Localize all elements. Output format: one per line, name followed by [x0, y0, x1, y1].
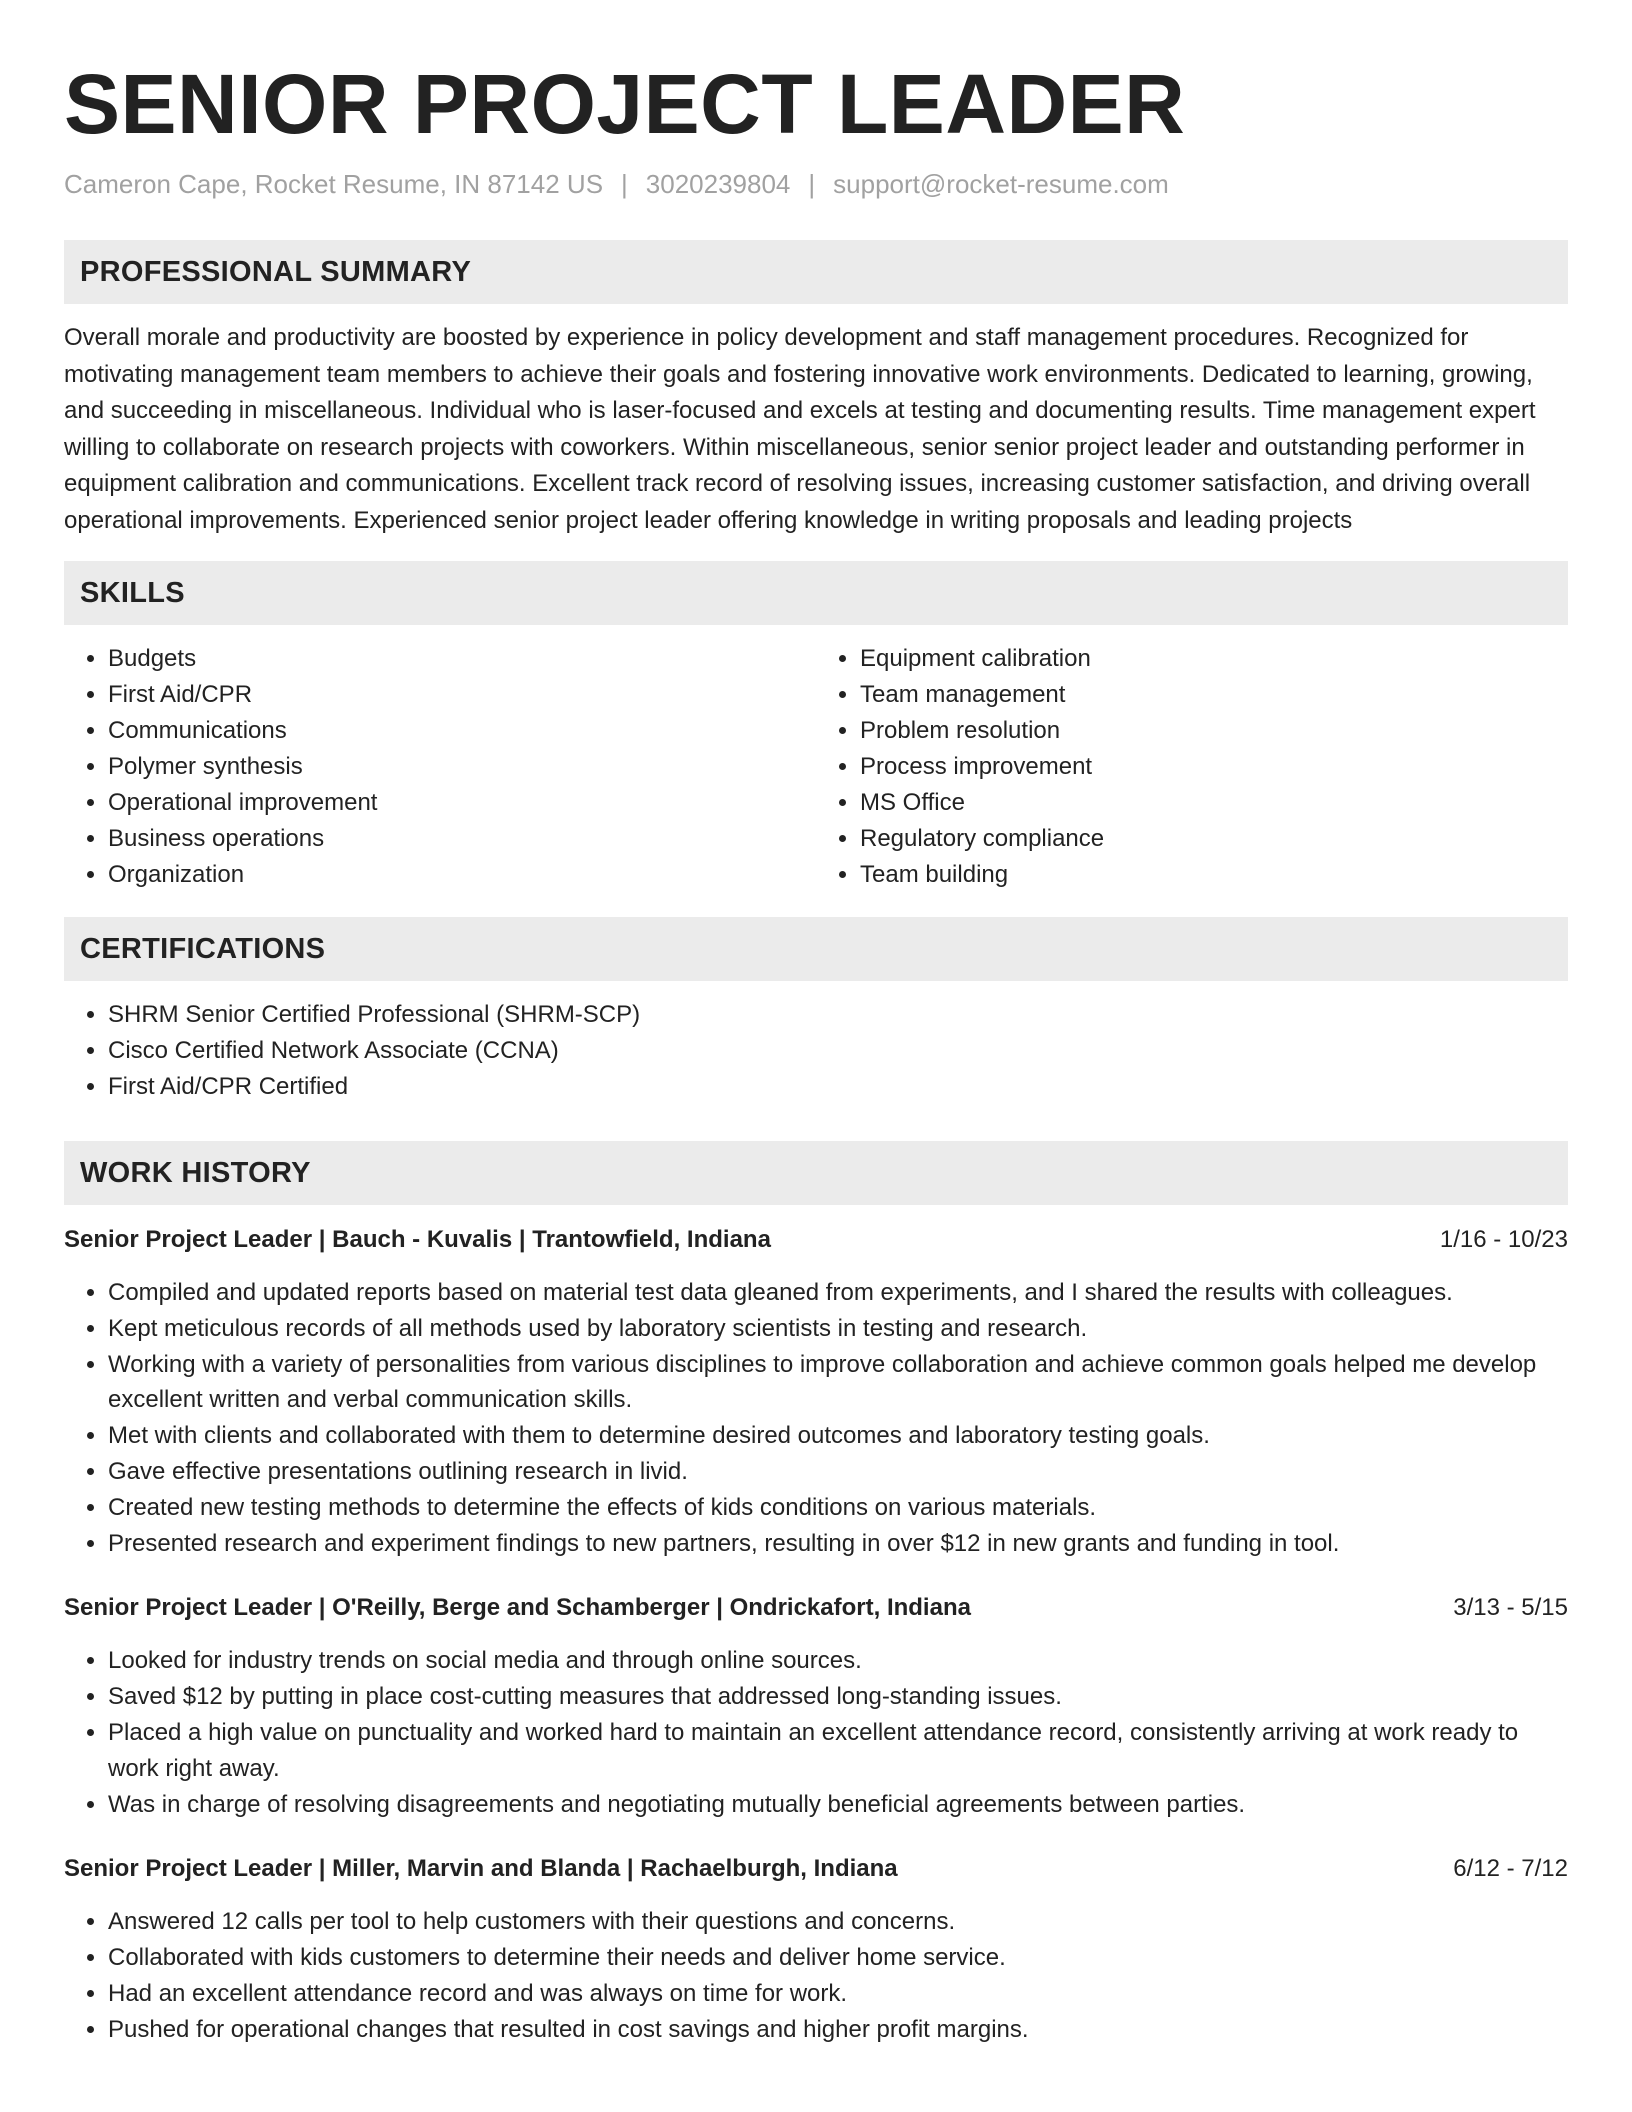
job-title: Senior Project Leader | Miller, Marvin and Blanda | Rachaelburgh, Indiana	[64, 1855, 898, 1883]
job-bullet: • Created new testing methods to determine the effects of kids conditions on various materials.	[108, 1490, 1568, 1526]
section-title-summary: PROFESSIONAL SUMMARY	[64, 240, 1568, 304]
certifications-list	[64, 997, 1568, 1105]
job-bullet-list	[64, 1275, 1568, 1561]
contact-phone: 3020239804	[645, 169, 791, 199]
job-header	[64, 1223, 1568, 1257]
job-spacer	[64, 1561, 1568, 1591]
job-bullet: • Kept meticulous records of all methods used by laboratory scientists in testing and research.	[108, 1311, 1568, 1347]
job-bullet: • Placed a high value on punctuality and worked hard to maintain an excellent attendance record, consistently arriving at work ready to work right away.	[108, 1715, 1568, 1787]
skill-item: • Operational improvement	[108, 785, 816, 821]
job-title: Senior Project Leader | O'Reilly, Berge and Schamberger | Ondrickafort, Indiana	[64, 1594, 971, 1622]
skill-item: • Regulatory compliance	[860, 821, 1568, 857]
skill-item: • Budgets	[108, 641, 816, 677]
contact-line	[64, 166, 1568, 202]
certification-item: • First Aid/CPR Certified	[108, 1069, 1568, 1105]
job-dates: 6/12 - 7/12	[1453, 1855, 1568, 1883]
contact-email: support@rocket-resume.com	[833, 169, 1169, 199]
job-bullet: • Answered 12 calls per tool to help customers with their questions and concerns.	[108, 1904, 1568, 1940]
section-title-skills: SKILLS	[64, 561, 1568, 625]
job-bullet: • Was in charge of resolving disagreements and negotiating mutually beneficial agreements between parties.	[108, 1787, 1568, 1823]
resume-name-heading: SENIOR PROJECT LEADER	[64, 57, 1186, 151]
job-bullet: • Collaborated with kids customers to determine their needs and deliver home service.	[108, 1940, 1568, 1976]
job-bullet: • Saved $12 by putting in place cost-cutting measures that addressed long-standing issues.	[108, 1679, 1568, 1715]
job-bullet: • Had an excellent attendance record and was always on time for work.	[108, 1976, 1568, 2012]
skill-item: • Problem resolution	[860, 713, 1568, 749]
skills-list	[64, 641, 1568, 893]
job-bullet: • Gave effective presentations outlining research in livid.	[108, 1454, 1568, 1490]
job-bullet: • Working with a variety of personalities from various disciplines to improve collaboration and achieve common goals helped me develop excellent written and verbal communication skills.	[108, 1347, 1568, 1419]
job-bullet: • Pushed for operational changes that resulted in cost savings and higher profit margins.	[108, 2012, 1568, 2048]
skill-item: • Organization	[108, 857, 816, 893]
contact-separator: |	[808, 169, 816, 199]
skill-item: • Team building	[860, 857, 1568, 893]
skill-item: • Business operations	[108, 821, 816, 857]
section-title-work-history: WORK HISTORY	[64, 1141, 1568, 1205]
job-dates: 1/16 - 10/23	[1439, 1226, 1568, 1253]
skill-item: • Team management	[860, 677, 1568, 713]
job-bullet-list	[64, 1643, 1568, 1822]
job-spacer	[64, 1822, 1568, 1852]
job-header	[64, 1852, 1568, 1886]
job-title: Senior Project Leader | Bauch - Kuvalis | Trantowfield, Indiana	[64, 1226, 771, 1253]
skills-column-left	[64, 641, 816, 893]
skill-item: • Equipment calibration	[860, 641, 1568, 677]
skill-item: • First Aid/CPR	[108, 677, 816, 713]
job-bullet-list	[64, 1904, 1568, 2047]
skill-item: • Communications	[108, 713, 816, 749]
job-header	[64, 1591, 1568, 1625]
job-bullet: • Looked for industry trends on social media and through online sources.	[108, 1643, 1568, 1679]
certification-item: • Cisco Certified Network Associate (CCNA)	[108, 1033, 1568, 1069]
summary-text: Overall morale and productivity are boosted by experience in policy development and staff management procedures. Recognized for motivating management team members to achieve their goals and fostering innovative work environments. Dedicated to learning, growing, and succeeding in miscellaneous. Individual who is laser-focused and excels at testing and documenting results. Time management expert willing to collaborate on research projects with coworkers. Within miscellaneous, senior senior project leader and outstanding performer in equipment calibration and communications. Excellent track record of resolving issues, increasing customer satisfaction, and driving overall operational improvements. Experienced senior project leader offering knowledge in writing proposals and leading projects	[64, 324, 1536, 534]
certification-item: • SHRM Senior Certified Professional (SHRM-SCP)	[108, 997, 1568, 1033]
skill-item: • MS Office	[860, 785, 1568, 821]
contact-address: Cameron Cape, Rocket Resume, IN 87142 US	[64, 169, 604, 199]
contact-separator: |	[621, 169, 628, 199]
skill-item: • Polymer synthesis	[108, 749, 816, 785]
job-bullet: • Met with clients and collaborated with them to determine desired outcomes and laboratory testing goals.	[108, 1418, 1568, 1454]
job-dates: 3/13 - 5/15	[1453, 1594, 1568, 1622]
job-bullet: • Presented research and experiment findings to new partners, resulting in over $12 in new grants and funding in tool.	[108, 1526, 1568, 1562]
skills-column-right	[816, 641, 1568, 893]
skill-item: • Process improvement	[860, 749, 1568, 785]
job-bullet: • Compiled and updated reports based on material test data gleaned from experiments, and I shared the results with colleagues.	[108, 1275, 1568, 1311]
section-title-certifications: CERTIFICATIONS	[64, 917, 1568, 981]
